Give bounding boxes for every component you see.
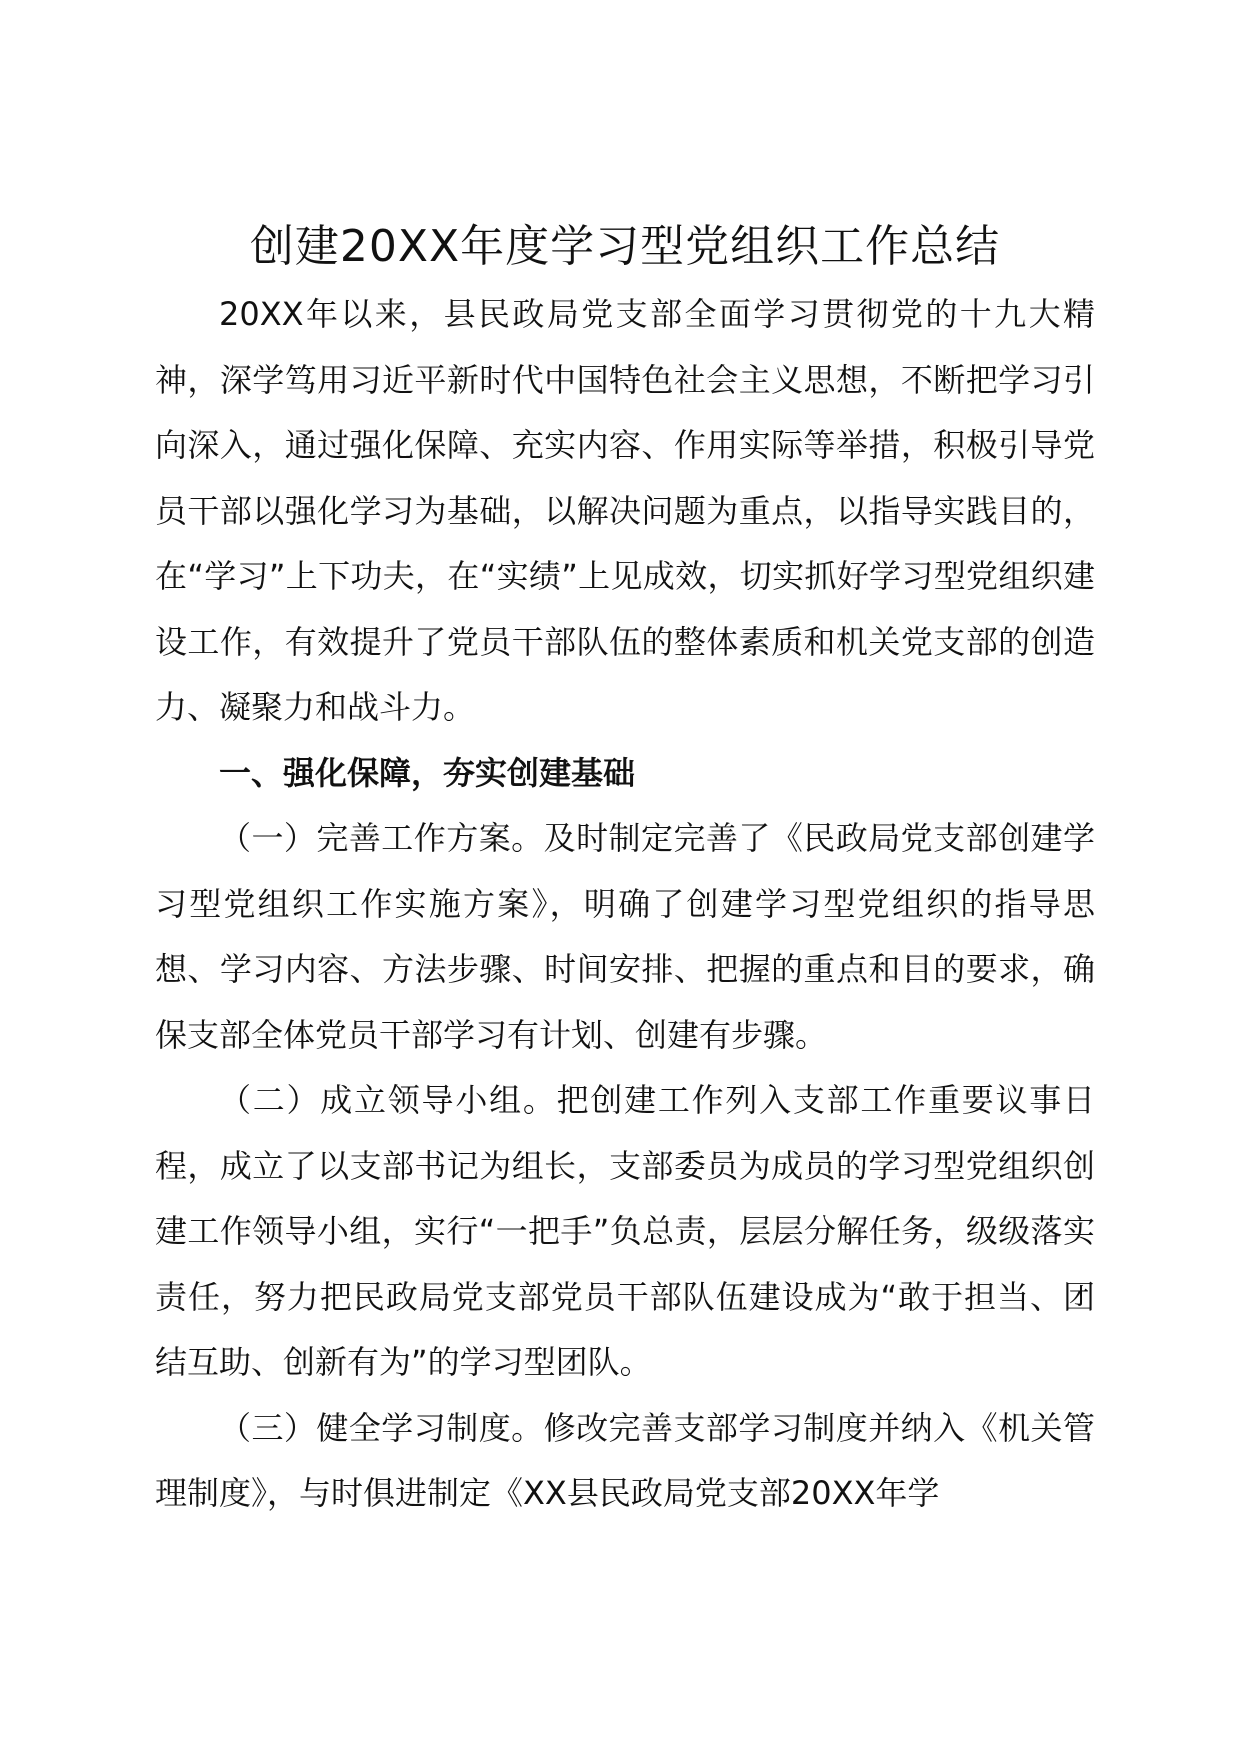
paragraph-study-system: （三）健全学习制度。修改完善支部学习制度并纳入《机关管理制度》，与时俱进制定《XX县民政局党支部20XX年学	[155, 1408, 1095, 1512]
paragraph-leading-group: （二）成立领导小组。把创建工作列入支部工作重要议事日程，成立了以支部书记为组长，支部委员为成员的学习型党组织创建工作领导小组，实行“一把手”负总责，层层分解任务，级级落实责任，努力把民政局党支部党员干部队伍建设成为“敢于担当、团结互助、创新有为”的学习型团队。	[155, 1081, 1095, 1381]
intro-paragraph: 20XX年以来，县民政局党支部全面学习贯彻党的十九大精神，深学笃用习近平新时代中国特色社会主义思想，不断把学习引向深入，通过强化保障、充实内容、作用实际等举措，积极引导党员干部以强化学习为基础，以解决问题为重点，以指导实践目的，在“学习”上下功夫，在“实绩”上见成效，切实抓好学习型党组织建设工作，有效提升了党员干部队伍的整体素质和机关党支部的创造力、凝聚力和战斗力。	[155, 295, 1095, 726]
document-title: 创建20XX年度学习型党组织工作总结	[249, 221, 1001, 272]
paragraph-work-plan: （一）完善工作方案。及时制定完善了《民政局党支部创建学习型党组织工作实施方案》，明确了创建学习型党组织的指导思想、学习内容、方法步骤、时间安排、把握的重点和目的要求，确保支部全体党员干部学习有计划、创建有步骤。	[155, 819, 1095, 1054]
document-body	[155, 212, 1095, 1527]
section-heading: 一、强化保障，夯实创建基础	[219, 753, 636, 792]
